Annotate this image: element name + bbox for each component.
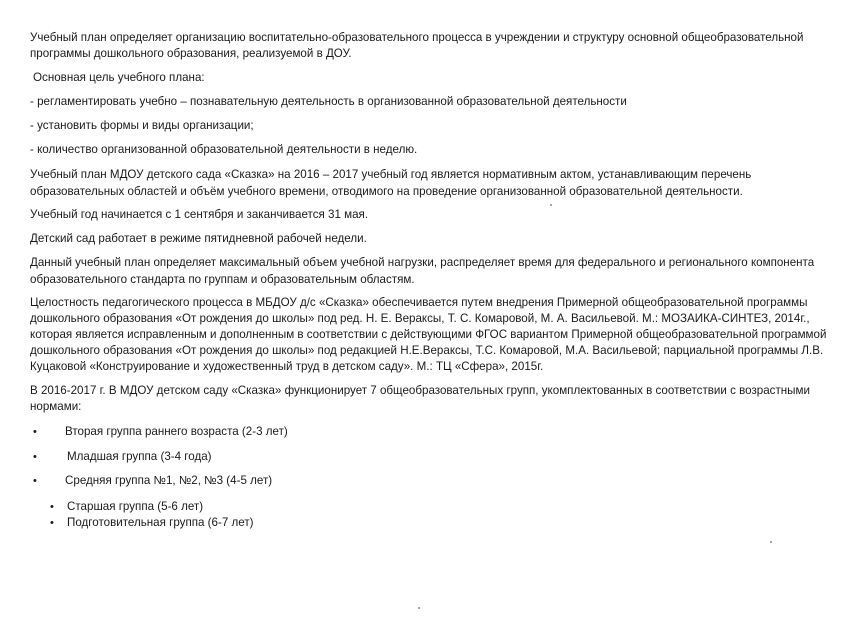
text-line: которая является исправленным и дополненным в соответствии с действующими ФГОС вариантом Примерной общеобразовательной программой bbox=[30, 328, 827, 341]
text-line: образовательных областей и объём учебного времени, отводимого на проведение организованной образовательной деятельности. bbox=[30, 185, 743, 198]
group-item: Средняя группа №1, №2, №3 (4-5 лет) bbox=[65, 474, 273, 487]
year-sentence bbox=[30, 207, 830, 223]
bullet-icon: • bbox=[33, 451, 37, 463]
goal-item bbox=[30, 118, 830, 134]
goal-text: - регламентировать учебно – познавательную деятельность в организованной образовательной деятельности bbox=[30, 95, 627, 108]
bullet-icon: • bbox=[50, 517, 54, 529]
bullet-icon: • bbox=[50, 501, 54, 513]
year-sentence-text: Учебный год начинается с 1 сентября и заканчивается 31 мая. bbox=[30, 208, 369, 221]
goal-heading bbox=[33, 70, 833, 86]
group-item: Вторая группа раннего возраста (2-3 лет) bbox=[65, 425, 288, 438]
scan-speck bbox=[550, 204, 552, 206]
goal-text: - количество организованной образовательной деятельности в неделю. bbox=[30, 143, 418, 156]
text-line: В 2016-2017 г. В МДОУ детском саду «Сказка» функционирует 7 общеобразовательных групп, укомплектованных в соответствии с возрастными bbox=[30, 384, 810, 397]
scan-speck bbox=[418, 607, 420, 609]
text-line: Данный учебный план определяет максимальный объем учебной нагрузки, распределяет время для федерального и регионального компонента bbox=[30, 256, 815, 269]
text-line: дошкольного образования «От рождения до школы» под редакцией Н.Е.Вераксы, Т.С. Комаровой, М.А. Васильевой; парциальной программы Л.В. bbox=[30, 344, 824, 357]
text-line: нормами: bbox=[30, 400, 82, 413]
week-sentence bbox=[30, 231, 830, 247]
load-paragraph bbox=[30, 255, 830, 288]
text-line: Учебный план определяет организацию воспитательно-образовательного процесса в учреждении и структуру основной общеобразовательной bbox=[30, 31, 804, 44]
group-item: Старшая группа (5-6 лет) bbox=[67, 500, 204, 513]
scan-speck bbox=[770, 541, 772, 543]
bullet-icon: • bbox=[33, 475, 37, 487]
goal-heading-text: Основная цель учебного плана: bbox=[33, 71, 205, 84]
text-line: образовательного стандарта по группам и образовательным областям. bbox=[30, 273, 415, 286]
goal-text: - установить формы и виды организации; bbox=[30, 119, 254, 132]
group-item: Младшая группа (3-4 года) bbox=[67, 450, 212, 463]
goal-item bbox=[30, 142, 830, 158]
plan-paragraph bbox=[30, 167, 830, 200]
text-line: программы дошкольного образования, реализуемой в ДОУ. bbox=[30, 47, 352, 60]
integrity-paragraph bbox=[30, 295, 830, 375]
text-line: Целостность педагогического процесса в МБДОУ д/с «Сказка» обеспечивается путем внедрения Примерной общеобразовательной программы bbox=[30, 296, 808, 309]
intro-paragraph bbox=[30, 30, 830, 62]
week-sentence-text: Детский сад работает в режиме пятидневной рабочей недели. bbox=[30, 232, 367, 245]
goal-item bbox=[30, 94, 830, 110]
text-line: Учебный план МДОУ детского сада «Сказка» на 2016 – 2017 учебный год является нормативным актом, устанавливающим перечень bbox=[30, 168, 752, 181]
group-item: Подготовительная группа (6-7 лет) bbox=[67, 516, 254, 529]
text-line: дошкольного образования «От рождения до школы» под ред. Н. Е. Вераксы, Т. С. Комаровой, М. А. Васильевой. М.: МОЗАИКА-СИНТЕЗ, 2014г., bbox=[30, 312, 810, 325]
bullet-icon: • bbox=[33, 426, 37, 438]
text-line: Куцаковой «Конструирование и художественный труд в детском саду». М.: ТЦ «Сфера», 2015г. bbox=[30, 360, 544, 373]
groups-intro-paragraph bbox=[30, 383, 830, 415]
